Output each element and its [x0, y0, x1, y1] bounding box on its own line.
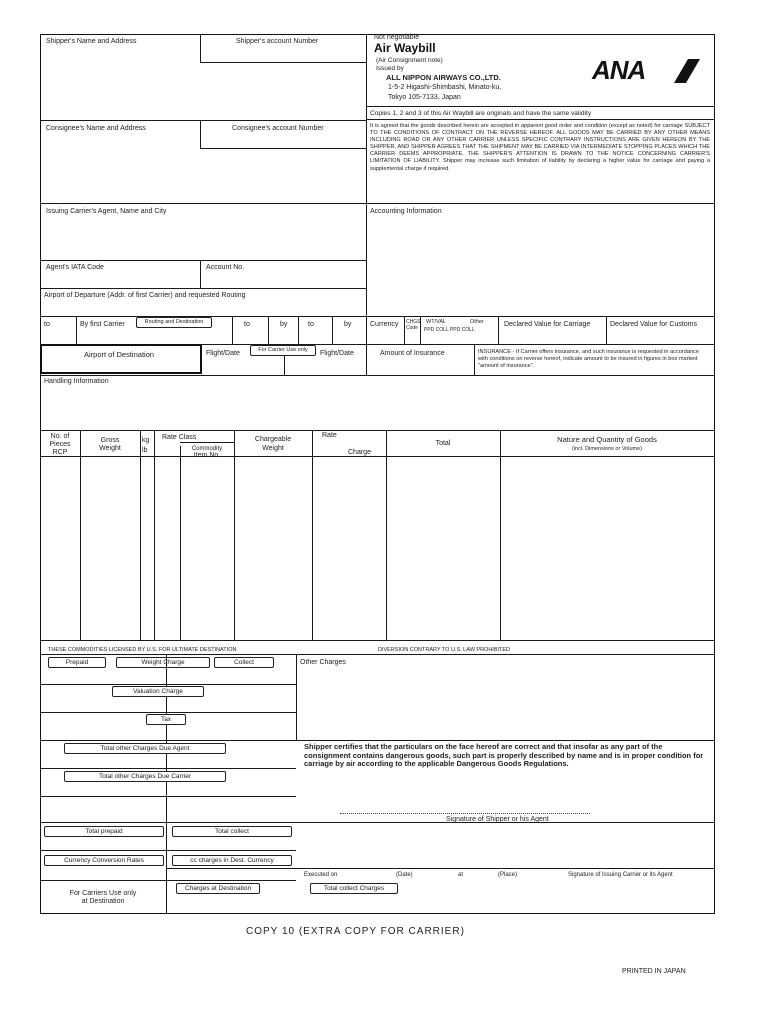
airport-destination-box [40, 344, 202, 374]
routing-divider-5 [332, 316, 333, 344]
customs-divider [606, 316, 607, 344]
destination-charges-line [40, 880, 296, 881]
routing-by-2: by [344, 321, 352, 328]
shipper-account-underline [200, 62, 366, 63]
charge-label: Charge [348, 449, 371, 456]
first-carrier-label: By first Carrier [80, 321, 125, 328]
date-label: (Date) [396, 872, 413, 878]
agent-top-line [40, 203, 714, 204]
signature-carrier-label: Signature of Issuing Carrier or its Agent [568, 872, 673, 878]
place-label: (Place) [498, 872, 518, 878]
handling-top-line [40, 375, 714, 376]
tax-top-line [40, 712, 296, 713]
goods-col-3 [154, 430, 155, 640]
routing-divider-3 [268, 316, 269, 344]
no-pieces-label-2: Pieces [49, 441, 71, 448]
copy-label: COPY 10 (EXTRA COPY FOR CARRIER) [246, 926, 465, 937]
no-pieces-label-3: RCP [52, 449, 68, 456]
signature-shipper-label: Signature of Shipper or his Agent [446, 816, 549, 823]
routing-to-2: to [244, 321, 250, 328]
valuation-charge-tag: Valuation Charge [112, 686, 204, 697]
commodity-line [180, 442, 234, 443]
routing-divider-2 [232, 316, 233, 344]
not-negotiable-label: Not negotiable [374, 34, 420, 41]
total-other-carrier-tag: Total other Charges Due Carrier [64, 771, 226, 782]
prepaid-block-line [40, 796, 296, 797]
signature-shipper-line [340, 813, 590, 814]
issuer-name: ALL NIPPON AIRWAYS CO.,LTD. [386, 73, 501, 82]
printed-in-label: PRINTED IN JAPAN [622, 968, 686, 975]
form-bottom-border [40, 913, 715, 914]
form-right-border [714, 34, 715, 914]
consignee-account-divider [200, 120, 201, 148]
other-label: Other [470, 319, 484, 325]
routing-divider-4 [298, 316, 299, 344]
declared-carriage-label: Declared Value for Carriage [504, 321, 591, 328]
shipper-account-divider [200, 34, 201, 62]
consignee-top-line [40, 120, 366, 121]
commodities-notice: THESE COMMODITIES LICENSED BY U.S. FOR ULTIMATE DESTINATION [48, 647, 237, 653]
amount-insurance-label: Amount of Insurance [380, 350, 445, 357]
collect-tag: Collect [214, 657, 274, 668]
logo-text: ANA [592, 55, 646, 85]
issuer-address-2: Tokyo 105-7133, Japan [388, 94, 461, 101]
goods-col-6 [312, 430, 313, 640]
goods-col-5 [234, 430, 235, 640]
consignee-account-underline [200, 148, 366, 149]
insurance-text: INSURANCE - If Carrier offers insurance, and such insurance is requested in accordance with conditions on reverse hereof, indicate amount to be insured in figures in box marked "amount of insurance". [478, 349, 699, 370]
agent-iata-label: Agent's IATA Code [46, 264, 104, 271]
ppd-coll-label: PPD COLL PPD COLL [424, 327, 475, 333]
goods-col-7 [386, 430, 387, 640]
flight-date-divider [284, 355, 285, 375]
shipper-account-label: Shipper's account Number [236, 38, 319, 45]
routing-dest-tag: Routing and Destination [136, 317, 212, 328]
carrier-use-dest-1: For Carriers Use only [69, 890, 137, 897]
total-collect-charges-tag: Total collect Charges [310, 883, 398, 894]
goods-col-2 [140, 430, 141, 640]
goods-header-line [40, 456, 714, 457]
center-divider-top [366, 34, 367, 344]
for-carrier-use-tag: For Carrier Use only [250, 345, 316, 356]
gross-weight-label-1: Gross [100, 437, 120, 444]
airport-departure-label: Airport of Departure (Addr. of first Carrier) and requested Routing [44, 292, 246, 299]
total-prepaid-tag: Total prepaid [44, 826, 164, 837]
nature-quantity-sub: (incl. Dimensions or Volume) [572, 446, 642, 452]
total-prepaid-top-line [40, 822, 714, 823]
departure-top-line [40, 288, 366, 289]
iata-divider [200, 260, 201, 288]
kg-label: kg [142, 437, 150, 444]
chargeable-weight-label-2: Weight [262, 445, 284, 452]
airport-destination-label: Airport of Destination [84, 350, 155, 359]
nature-quantity-label: Nature and Quantity of Goods [557, 435, 657, 444]
ana-logo [592, 57, 704, 85]
carrier-use-dest-2: at Destination [81, 898, 125, 905]
issuer-address-1: 1-5-2 Higashi-Shimbashi, Minato-ku, [388, 84, 502, 91]
charges-top-line [40, 654, 714, 655]
item-no-label: Item No. [193, 452, 221, 459]
goods-col-4 [180, 446, 181, 640]
goods-col-8 [500, 430, 501, 640]
form-left-border [40, 34, 41, 914]
lb-label: lb [142, 447, 148, 454]
logo-stripe-icon [660, 57, 700, 85]
value-divider [498, 316, 499, 344]
rate-class-label: Rate Class [162, 434, 197, 441]
chgs-code-label: CHGS Code [406, 319, 421, 331]
chgs-divider [420, 316, 421, 344]
chargeable-weight-label-1: Chargeable [254, 436, 292, 443]
agent-label: Issuing Carrier's Agent, Name and City [46, 208, 167, 215]
insurance-divider [366, 344, 367, 376]
shipper-name-label: Shipper's Name and Address [46, 38, 137, 45]
consignee-name-label: Consignee's Name and Address [46, 125, 146, 132]
total-label: Total [435, 440, 451, 447]
cc-charges-tag: cc charges in Dest. Currency [172, 855, 292, 866]
account-no-label: Account No. [206, 264, 245, 271]
consignee-account-label: Consignee's account Number [232, 125, 324, 132]
rate-label: Rate [322, 432, 337, 439]
weight-charge-tag: Weight Charge [116, 657, 210, 668]
conditions-text: It is agreed that the goods described herein are accepted in apparent good order and condition (except as noted) for carriage SUBJECT TO THE CONDITIONS OF CONTRACT ON THE REVERSE HEREOF. ALL GOODS MAY BE CARRIED BY ANY OTHER MEANS INCLUDING ROAD OR ANY OTHER CARRIER UNLESS SPECIFIC CONTRARY INSTRUCTIONS ARE GIVEN HEREON BY THE SHIPPER, AND SHIPPER AGREES THAT THE SHIPMENT MAY BE CARRIED VIA INTERMEDIATE STOPPING PLACES WHICH THE CARRIER DEEMS APPROPRIATE. THE SHIPPER'S ATTENTION IS DRAWN TO THE NOTICE CONCERNING CARRIER'S LIMITATION OF LIABILITY. Shipper may increase such limitation of liability by declaring a higher value for carriage and paying a supplemental charge if required. [370, 123, 710, 172]
charges-right-line [296, 654, 297, 740]
doc-subtitle: (Air Consignment note) [376, 57, 443, 64]
total-collect-tag: Total collect [172, 826, 292, 837]
flight-date-2-label: Flight/Date [320, 350, 354, 357]
routing-divider-1 [76, 316, 77, 344]
currency-divider [404, 316, 405, 344]
declared-customs-label: Declared Value for Customs [610, 321, 698, 328]
currency-label: Currency [370, 321, 399, 328]
flight-date-1-label: Flight/Date [206, 350, 240, 357]
other-carrier-top-line [40, 768, 296, 769]
goods-col-1 [80, 430, 81, 640]
routing-by-1: by [280, 321, 288, 328]
currency-conversion-tag: Currency Conversion Rates [44, 855, 164, 866]
doc-title: Air Waybill [374, 41, 436, 55]
insurance-text-divider [474, 344, 475, 376]
copies-top-line [366, 106, 714, 107]
other-agent-top-line [40, 740, 714, 741]
gross-weight-label-2: Weight [99, 445, 121, 452]
routing-to-3: to [308, 321, 314, 328]
conversion-top-line [40, 850, 296, 851]
goods-bottom-line [40, 640, 714, 641]
other-charges-label: Other Charges [300, 659, 346, 666]
goods-top-line [40, 430, 714, 431]
shipper-certifies-text: Shipper certifies that the particulars on the face hereof are correct and that insofar as any part of the consignment contains dangerous goods, such part is properly described by name and is in proper condition for carriage by air according to the applicable Dangerous Goods Regulations. [304, 742, 704, 769]
tax-tag: Tax [146, 714, 186, 725]
issued-by-label: Issued by [376, 65, 404, 72]
total-other-agent-tag: Total other Charges Due Agent [64, 743, 226, 754]
diversion-notice: DIVERSION CONTRARY TO U.S. LAW PROHIBITED [378, 647, 511, 653]
charges-at-dest-tag: Charges at Destination [176, 883, 260, 894]
copies-bottom-line [366, 119, 714, 120]
at-label: at [458, 872, 464, 878]
no-pieces-label-1: No. of [50, 433, 70, 440]
prepaid-tag: Prepaid [48, 657, 106, 668]
copies-text: Copies 1, 2 and 3 of this Air Waybill are originals and have the same validity [370, 110, 592, 117]
routing-to-1: to [44, 321, 50, 328]
accounting-label: Accounting Information [370, 208, 442, 215]
commodity-label: Commodity [191, 446, 223, 452]
executed-on-label: Executed on [304, 872, 338, 878]
valuation-top-line [40, 684, 296, 685]
handling-label: Handling Information [44, 378, 109, 385]
executed-line [166, 868, 714, 869]
iata-top-line [40, 260, 366, 261]
wt-val-label: WT/VAL [426, 319, 447, 325]
